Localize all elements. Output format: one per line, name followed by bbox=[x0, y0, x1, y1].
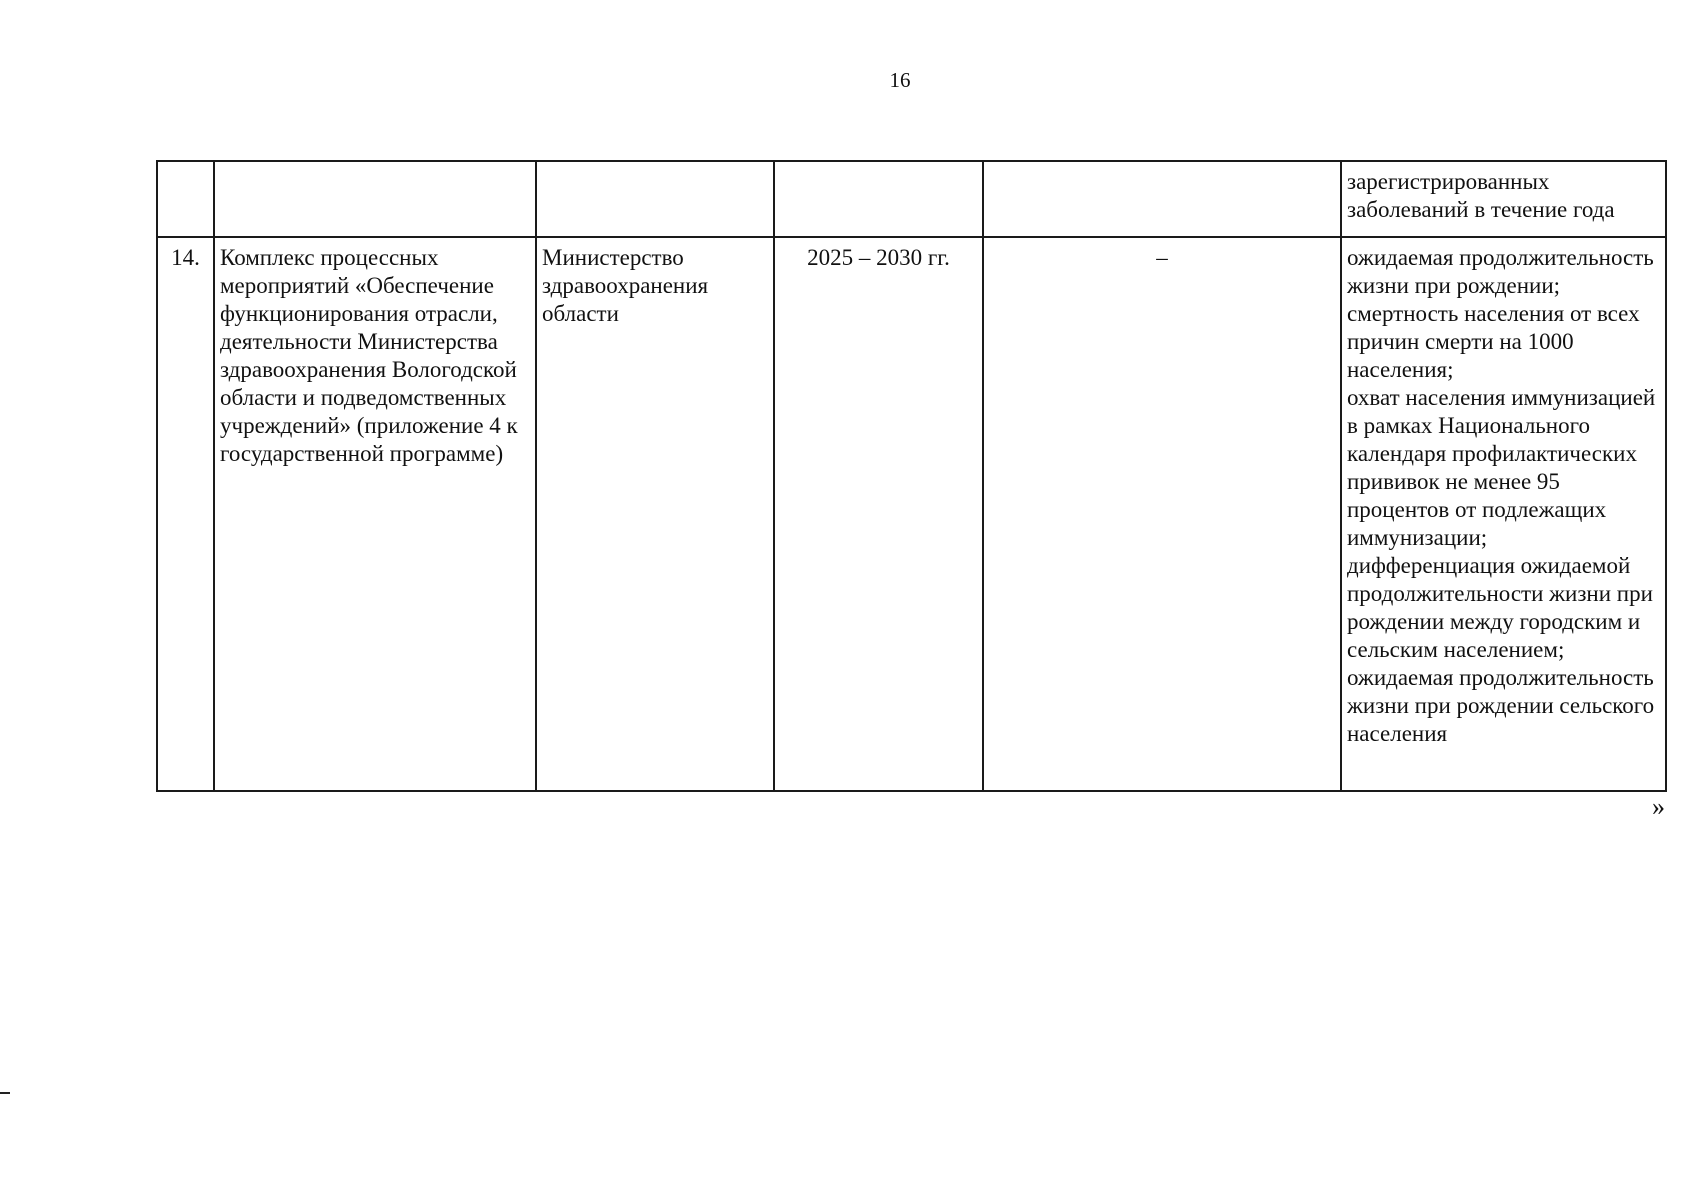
cell-indicators bbox=[1341, 237, 1666, 791]
cell-name: Комплекс процессных мероприятий «Обеспечение функционирования отрасли, деятельности Министерства здравоохранения Вологодской области и подведомственных учреждений» (приложение 4 к государственной программе) bbox=[214, 237, 536, 791]
cell-number: 14. bbox=[157, 237, 214, 791]
table-row-continuation bbox=[157, 161, 1666, 237]
indicator-line: ожидаемая продолжительность жизни при рождении сельского населения bbox=[1347, 665, 1655, 746]
indicator-line: ожидаемая продолжительность жизни при рождении; bbox=[1347, 245, 1654, 298]
cell-period bbox=[774, 161, 983, 237]
program-table bbox=[156, 160, 1667, 792]
page-number: 16 bbox=[889, 68, 911, 92]
table-row bbox=[157, 237, 1666, 791]
margin-mark bbox=[0, 1092, 10, 1094]
indicator-line: смертность населения от всех причин смерти на 1000 населения; bbox=[1347, 301, 1640, 382]
closing-quote: » bbox=[1652, 792, 1665, 821]
cell-executor bbox=[536, 161, 774, 237]
cell-name bbox=[214, 161, 536, 237]
period-text: 2025 – 2030 гг. bbox=[807, 245, 950, 270]
indicator-line: дифференциация ожидаемой продолжительности жизни при рождении между городским и сельским населением; bbox=[1347, 553, 1653, 662]
indicator-line: охват населения иммунизацией в рамках Национального календаря профилактических прививок не менее 95 процентов от подлежащих иммунизации; bbox=[1347, 385, 1656, 550]
cell-indicators: зарегистрированных заболеваний в течение года bbox=[1341, 161, 1666, 237]
cell-related bbox=[983, 161, 1341, 237]
cell-number bbox=[157, 161, 214, 237]
cell-executor: Министерство здравоохранения области bbox=[536, 237, 774, 791]
cell-related: – bbox=[983, 237, 1341, 791]
cell-period bbox=[774, 237, 983, 791]
